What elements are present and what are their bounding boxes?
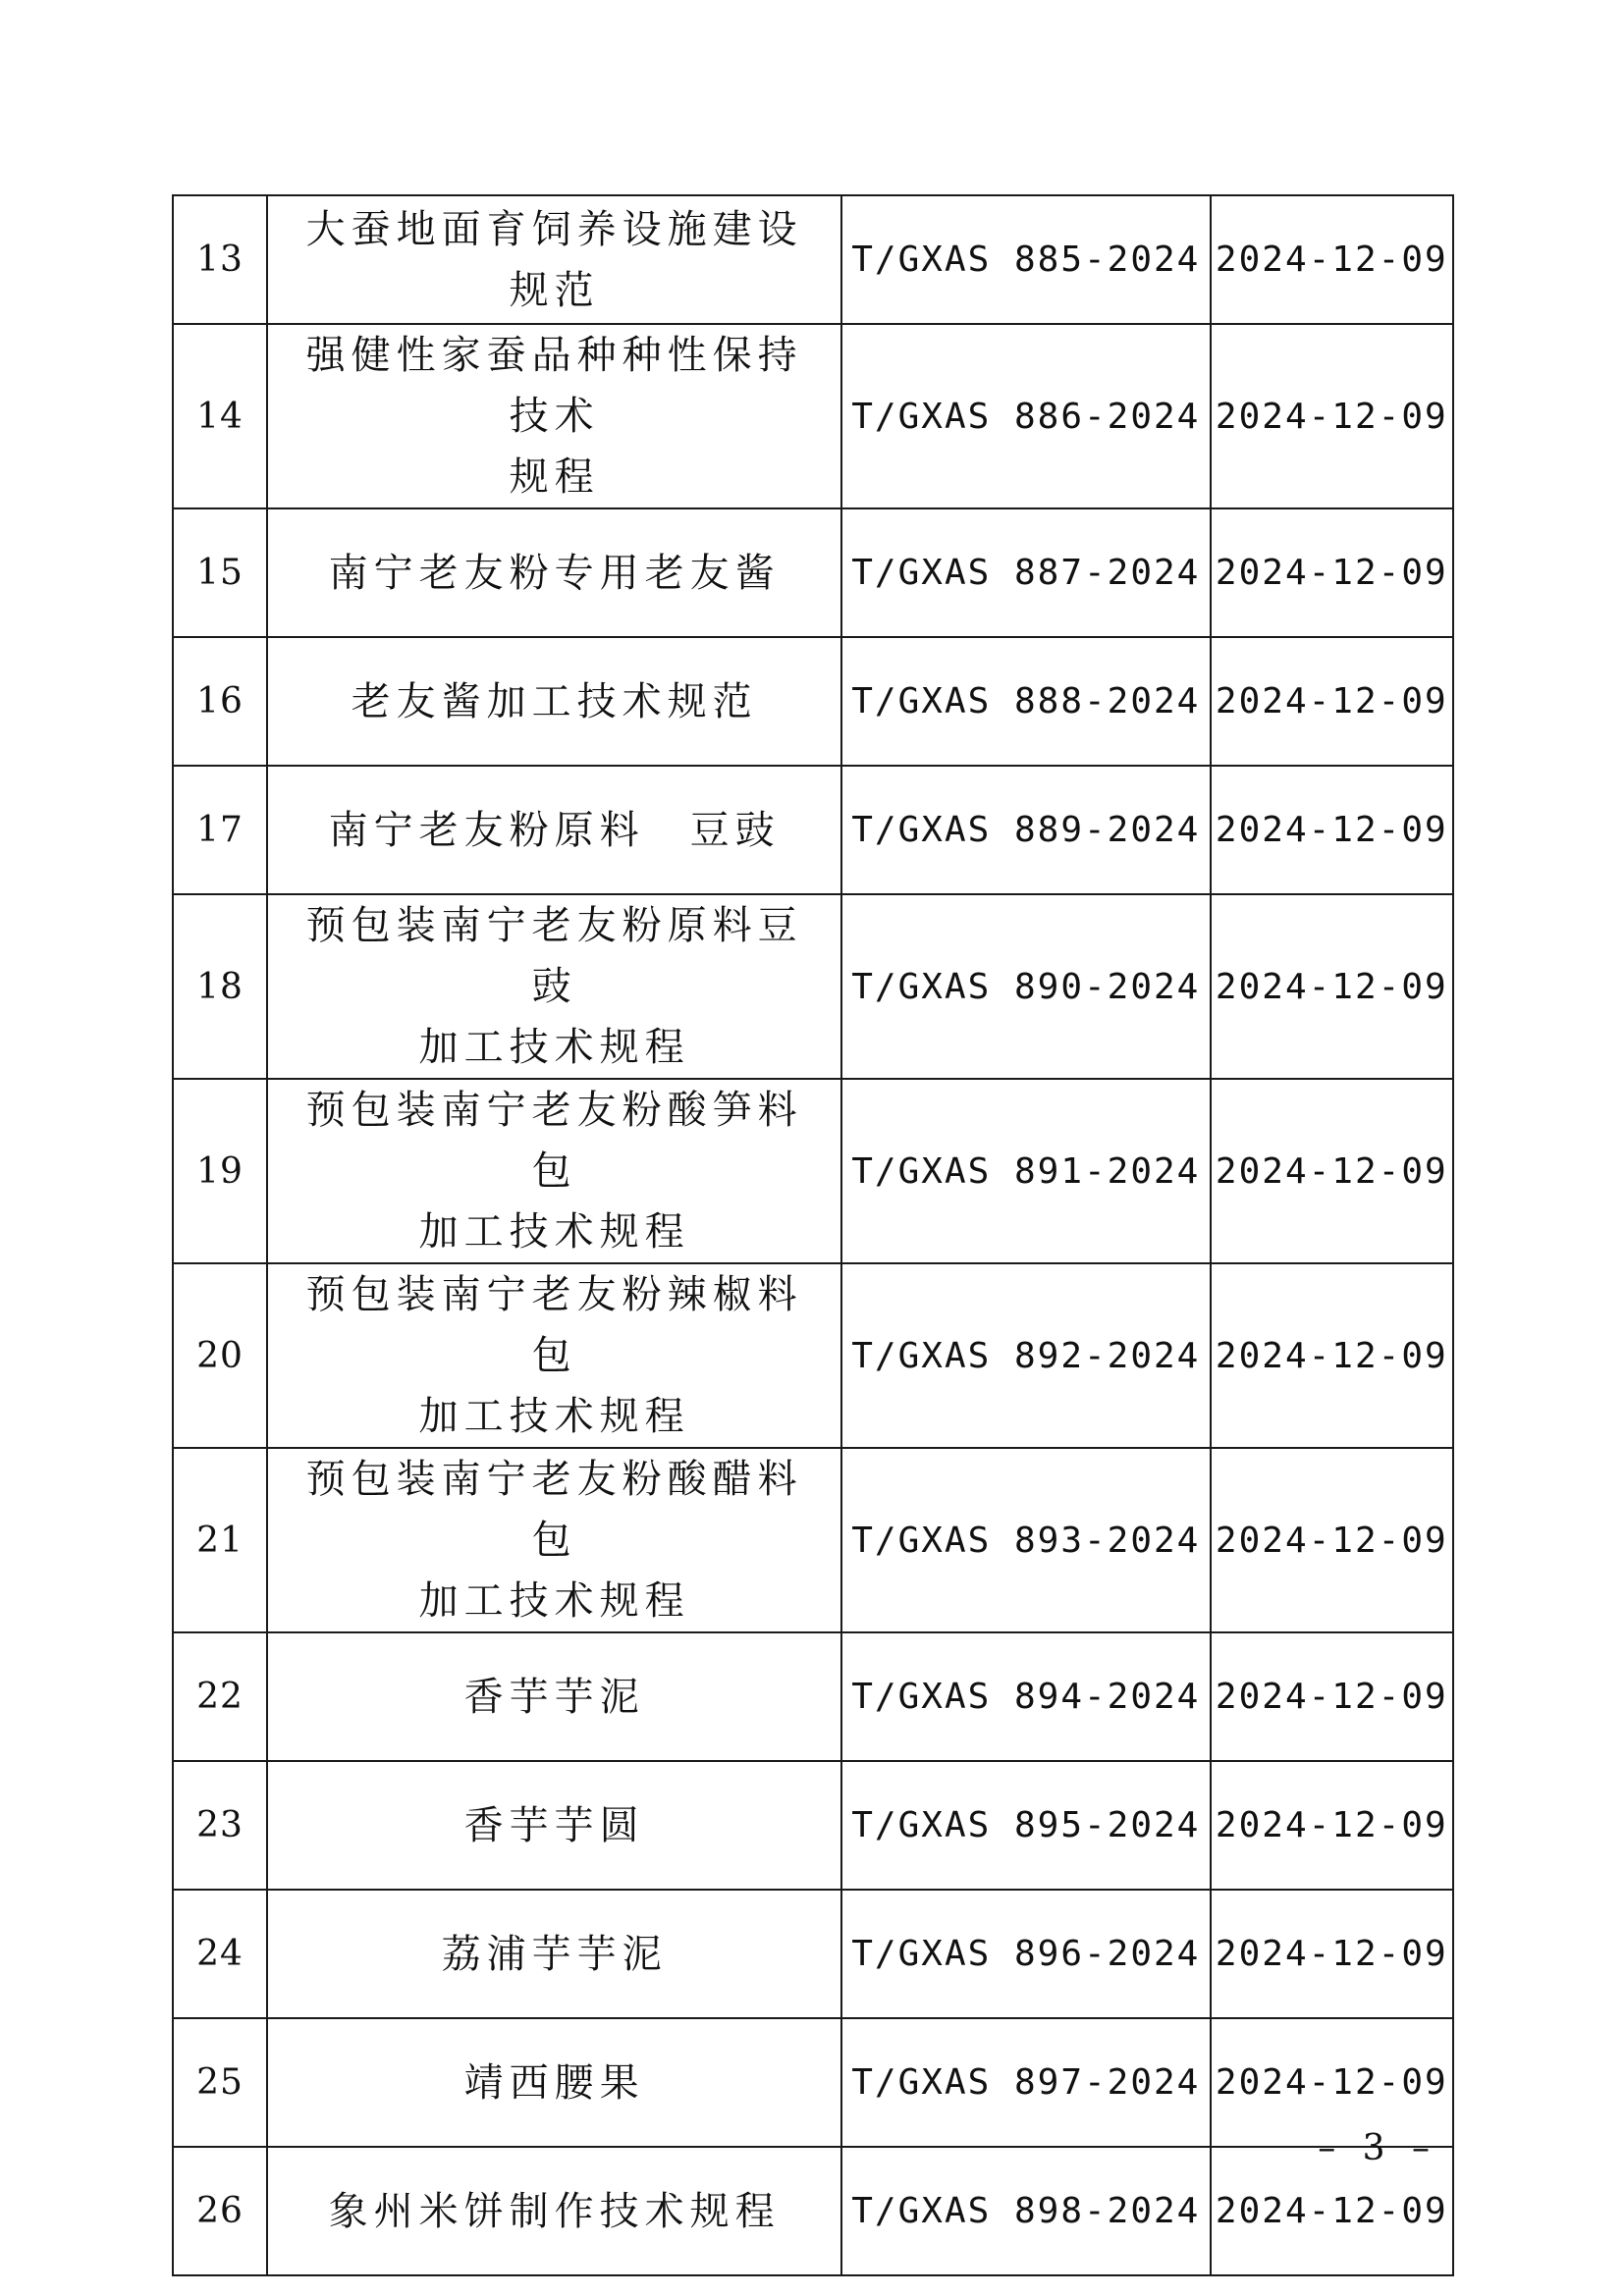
release-date-cell: 2024-12-09 [1211, 1263, 1453, 1448]
row-number-cell: 25 [173, 2018, 267, 2147]
release-date-cell: 2024-12-09 [1211, 1448, 1453, 1632]
standard-name-line: 加工技术规程 [418, 1578, 690, 1624]
release-date-cell: 2024-12-09 [1211, 324, 1453, 508]
release-date-cell: 2024-12-09 [1211, 1632, 1453, 1761]
table-row [173, 1448, 1453, 1632]
standard-code-cell: T/GXAS 894-2024 [841, 1632, 1211, 1761]
table-row [173, 766, 1453, 894]
standard-name-cell [267, 1632, 841, 1761]
standard-name-line: 大蚕地面育饲养设施建设规范 [305, 206, 803, 313]
standard-name-line: 老友酱加工技术规范 [351, 678, 758, 724]
standard-name-cell [267, 195, 841, 324]
table-row [173, 1079, 1453, 1263]
release-date-cell: 2024-12-09 [1211, 894, 1453, 1079]
row-number-cell: 17 [173, 766, 267, 894]
release-date-cell: 2024-12-09 [1211, 1761, 1453, 1890]
table-row [173, 2018, 1453, 2147]
standard-code-cell: T/GXAS 889-2024 [841, 766, 1211, 894]
release-date-cell: 2024-12-09 [1211, 195, 1453, 324]
standard-name-line: 荔浦芋芋泥 [441, 1931, 668, 1977]
row-number-cell: 13 [173, 195, 267, 324]
release-date-cell: 2024-12-09 [1211, 1079, 1453, 1263]
standard-name-cell [267, 637, 841, 766]
standard-name-cell [267, 894, 841, 1079]
standard-name-line: 香芋芋泥 [463, 1674, 645, 1720]
standard-name-line: 强健性家蚕品种种性保持技术 [305, 333, 803, 439]
standard-code-cell: T/GXAS 890-2024 [841, 894, 1211, 1079]
standard-name-cell [267, 1263, 841, 1448]
standard-code-cell: T/GXAS 891-2024 [841, 1079, 1211, 1263]
release-date-cell: 2024-12-09 [1211, 2018, 1453, 2147]
row-number-cell: 20 [173, 1263, 267, 1448]
release-date-cell: 2024-12-09 [1211, 2147, 1453, 2275]
table-row [173, 195, 1453, 324]
standards-table [172, 194, 1454, 2276]
standard-name-line: 规程 [509, 454, 600, 500]
standard-name-cell [267, 1890, 841, 2018]
table-row [173, 1761, 1453, 1890]
release-date-cell: 2024-12-09 [1211, 766, 1453, 894]
standard-name-cell [267, 324, 841, 508]
row-number-cell: 18 [173, 894, 267, 1079]
table-row [173, 508, 1453, 637]
standard-name-line: 加工技术规程 [418, 1394, 690, 1439]
standard-code-cell: T/GXAS 888-2024 [841, 637, 1211, 766]
standard-code-cell: T/GXAS 896-2024 [841, 1890, 1211, 2018]
standard-name-cell [267, 2147, 841, 2275]
standard-code-cell: T/GXAS 892-2024 [841, 1263, 1211, 1448]
row-number-cell: 16 [173, 637, 267, 766]
standard-name-line: 预包装南宁老友粉酸醋料包 [305, 1457, 803, 1563]
page-number: – 3 – [1318, 2128, 1437, 2168]
standard-name-line: 靖西腰果 [463, 2059, 645, 2106]
row-number-cell: 19 [173, 1079, 267, 1263]
row-number-cell: 15 [173, 508, 267, 637]
standard-name-line: 加工技术规程 [418, 1209, 690, 1255]
standard-name-line: 预包装南宁老友粉辣椒料包 [305, 1272, 803, 1378]
release-date-cell: 2024-12-09 [1211, 1890, 1453, 2018]
standard-code-cell: T/GXAS 893-2024 [841, 1448, 1211, 1632]
row-number-cell: 14 [173, 324, 267, 508]
standard-code-cell: T/GXAS 885-2024 [841, 195, 1211, 324]
row-number-cell: 26 [173, 2147, 267, 2275]
release-date-cell: 2024-12-09 [1211, 508, 1453, 637]
standard-name-line: 预包装南宁老友粉酸笋料包 [305, 1088, 803, 1194]
standard-name-cell [267, 1079, 841, 1263]
standard-code-cell: T/GXAS 898-2024 [841, 2147, 1211, 2275]
standard-code-cell: T/GXAS 897-2024 [841, 2018, 1211, 2147]
standard-name-line: 南宁老友粉原料 豆豉 [328, 807, 781, 853]
release-date-cell: 2024-12-09 [1211, 637, 1453, 766]
standard-name-line: 预包装南宁老友粉原料豆豉 [305, 903, 803, 1009]
standard-name-cell [267, 508, 841, 637]
table-row [173, 1263, 1453, 1448]
table-row [173, 894, 1453, 1079]
table-row [173, 2147, 1453, 2275]
standard-name-cell [267, 2018, 841, 2147]
row-number-cell: 23 [173, 1761, 267, 1890]
table-row [173, 637, 1453, 766]
row-number-cell: 21 [173, 1448, 267, 1632]
standard-code-cell: T/GXAS 895-2024 [841, 1761, 1211, 1890]
standard-name-line: 加工技术规程 [418, 1025, 690, 1070]
standards-table-body [173, 195, 1453, 2275]
standard-name-line: 南宁老友粉专用老友酱 [328, 550, 781, 596]
table-row [173, 324, 1453, 508]
standard-name-line: 象州米饼制作技术规程 [328, 2188, 781, 2234]
standard-name-cell [267, 766, 841, 894]
standard-code-cell: T/GXAS 886-2024 [841, 324, 1211, 508]
table-row [173, 1632, 1453, 1761]
standard-name-cell [267, 1448, 841, 1632]
row-number-cell: 22 [173, 1632, 267, 1761]
table-row [173, 1890, 1453, 2018]
standard-name-cell [267, 1761, 841, 1890]
standard-code-cell: T/GXAS 887-2024 [841, 508, 1211, 637]
row-number-cell: 24 [173, 1890, 267, 2018]
standard-name-line: 香芋芋圆 [463, 1802, 645, 1848]
